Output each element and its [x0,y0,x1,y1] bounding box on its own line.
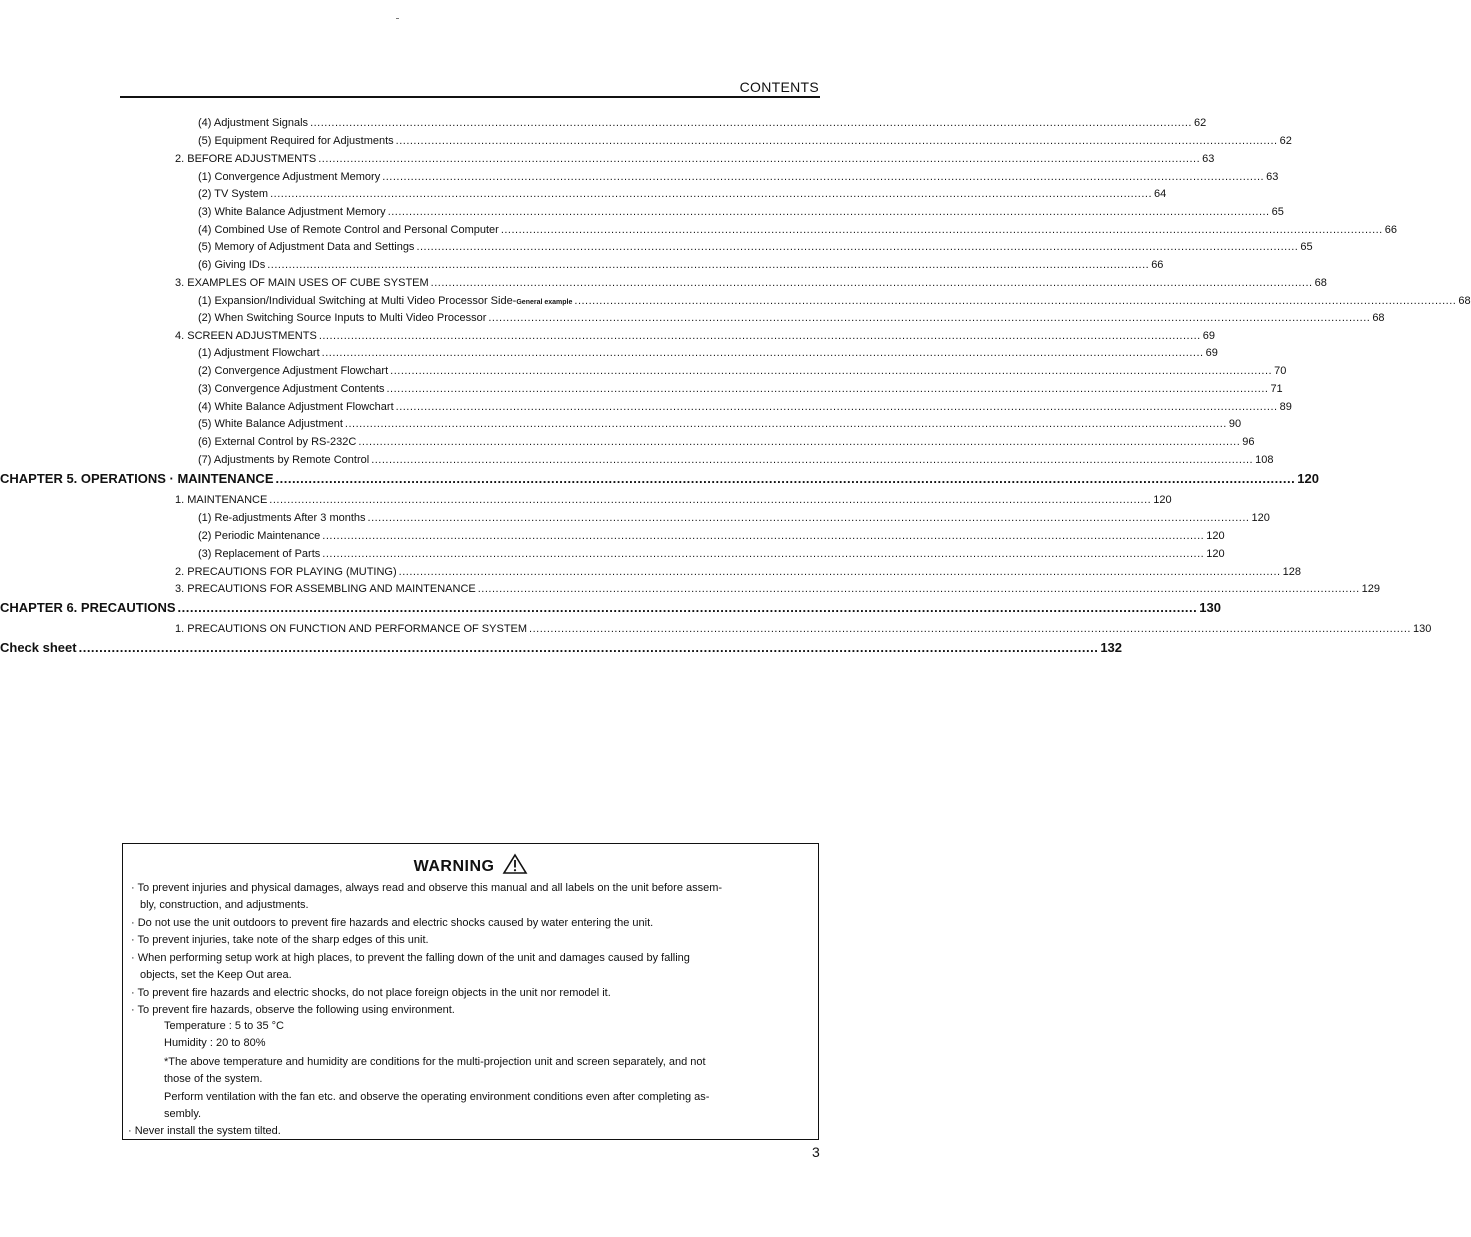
toc-title: (5) Equipment Required for Adjustments [198,135,394,147]
toc-page-number: 69 [1205,347,1218,359]
dot-leader [390,364,1272,378]
toc-title: 2. PRECAUTIONS FOR PLAYING (MUTING) [175,566,397,578]
warning-line: sembly. [164,1108,202,1120]
toc-title: (1) Convergence Adjustment Memory [198,171,381,183]
dot-leader [322,529,1204,543]
toc-title: (3) Convergence Adjustment Contents [198,383,385,395]
toc-title: (2) Periodic Maintenance [198,530,321,542]
toc-page-number: 120 [1206,548,1225,560]
dot-leader [368,511,1250,525]
dot-leader [488,311,1370,325]
toc-row [198,346,1218,360]
toc-row [198,453,1274,467]
dot-leader [574,294,1456,308]
scan-mark [396,18,399,19]
toc-row [198,223,1397,237]
dot-leader [388,205,1270,219]
dot-leader [79,640,1099,656]
dot-leader [371,453,1253,467]
toc-page-number: 68 [1458,295,1471,307]
toc-title: (2) TV System [198,188,269,200]
toc-page-number: 90 [1228,418,1242,430]
toc-chapter-row [0,471,1319,487]
toc-row [198,435,1255,449]
toc-row [198,417,1242,431]
toc-page-number: 62 [1279,135,1292,147]
toc-row [198,400,1292,414]
toc-title: (4) Combined Use of Remote Control and Personal Computer [198,224,499,236]
toc-row [198,187,1167,201]
toc-page-number: 120 [1153,494,1172,506]
toc-row [198,364,1287,378]
toc-page-number: 89 [1279,401,1292,413]
toc-title: 3. PRECAUTIONS FOR ASSEMBLING AND MAINTENANCE [175,583,476,595]
toc-row [198,529,1225,543]
warning-line: objects, set the Keep Out area. [140,969,292,981]
toc-title: (3) Replacement of Parts [198,548,321,560]
dot-leader [387,382,1269,396]
toc-row [198,240,1313,254]
dot-leader [431,276,1313,290]
dot-leader [382,170,1264,184]
warning-line: · To prevent fire hazards, observe the following using environment. [131,1004,455,1016]
dot-leader [276,471,1296,487]
toc-row [198,547,1225,561]
toc-title: 4. SCREEN ADJUSTMENTS [175,330,317,342]
toc-page-number: 65 [1300,241,1313,253]
toc-title: 3. EXAMPLES OF MAIN USES OF CUBE SYSTEM [175,277,429,289]
toc-title: CHAPTER 5. OPERATIONS · MAINTENANCE [0,471,274,486]
dot-leader [270,187,1152,201]
toc-row [198,511,1270,525]
toc-row [198,258,1164,272]
toc-page-number: 96 [1242,436,1255,448]
dot-leader [399,565,1281,579]
warning-line: · To prevent injuries, take note of the sharp edges of this unit. [131,934,429,946]
toc-page-number: 130 [1199,600,1221,615]
warning-line: · Never install the system tilted. [128,1125,281,1137]
warning-line: those of the system. [164,1073,263,1085]
toc-page-number: 132 [1100,640,1123,655]
dot-leader [478,582,1360,596]
toc-row [175,329,1215,343]
warning-line: · Do not use the unit outdoors to prevent fire hazards and electric shocks caused by water entering the unit. [131,917,654,929]
dot-leader [501,223,1383,237]
toc-chapter-row [0,640,1122,656]
toc-title: (1) Adjustment Flowchart [198,347,320,359]
toc-page-number: 65 [1271,206,1284,218]
toc-row [175,565,1301,579]
warning-line: · To prevent injuries and physical damages, always read and observe this manual and all labels on the unit before assem- [131,882,723,894]
dot-leader [345,417,1227,431]
toc-title: 1. MAINTENANCE [175,494,268,506]
toc-title: (5) Memory of Adjustment Data and Settings [198,241,415,253]
warning-heading [123,854,818,876]
toc-page-number: 120 [1251,512,1270,524]
toc-title: (2) Convergence Adjustment Flowchart [198,365,389,377]
toc-page-number: 130 [1412,623,1432,635]
toc-page-number: 66 [1384,224,1397,236]
toc-page-number: 128 [1282,566,1301,578]
toc-row [175,622,1432,636]
dot-leader [358,435,1240,449]
toc-row [198,116,1207,130]
toc-page-number: 68 [1314,277,1327,289]
toc-page-number: 64 [1154,188,1167,200]
toc-row [175,152,1215,166]
warning-line: Temperature : 5 to 35 °C [164,1020,284,1032]
toc-title: (4) Adjustment Signals [198,117,309,129]
dot-leader [178,600,1198,616]
dot-leader [322,547,1204,561]
toc-title: (3) White Balance Adjustment Memory [198,206,386,218]
toc-title-suffix: General example [516,299,573,306]
toc-row [175,582,1381,596]
dot-leader [267,258,1149,272]
toc-title: Check sheet [0,640,77,655]
dot-leader [319,329,1201,343]
warning-line: Humidity : 20 to 80% [164,1037,266,1049]
warning-line: *The above temperature and humidity are conditions for the multi-projection unit and screen separately, and not [164,1056,706,1068]
warning-line: bly, construction, and adjustments. [140,899,309,911]
warning-line: · To prevent fire hazards and electric shocks, do not place foreign objects in the unit nor remodel it. [131,987,611,999]
toc-title: 1. PRECAUTIONS ON FUNCTION AND PERFORMANCE OF SYSTEM [175,623,528,635]
toc-row [175,276,1327,290]
toc-title: CHAPTER 6. PRECAUTIONS [0,600,176,615]
toc-page-number: 120 [1297,471,1319,486]
toc-row [198,382,1283,396]
toc-page-number: 68 [1372,312,1385,324]
dot-leader [529,622,1411,636]
toc-row [198,205,1284,219]
toc-title: (1) Expansion/Individual Switching at Multi Video Processor Side- [198,295,517,307]
toc-row [198,170,1279,184]
toc-page-number: 63 [1202,153,1215,165]
toc-row [198,311,1385,325]
dot-leader [269,493,1151,507]
toc-page-number: 120 [1206,530,1225,542]
toc-title: (5) White Balance Adjustment [198,418,343,430]
warning-triangle-icon [503,854,527,874]
warning-box [122,843,819,1140]
dot-leader [416,240,1298,254]
toc-page-number: 69 [1202,330,1215,342]
dot-leader [310,116,1192,130]
toc-title: (4) White Balance Adjustment Flowchart [198,401,394,413]
toc-page-number: 62 [1194,117,1207,129]
toc-title: (7) Adjustments by Remote Control [198,454,370,466]
dot-leader [396,134,1278,148]
warning-line: Perform ventilation with the fan etc. and observe the operating environment conditions even after completing as- [164,1091,710,1103]
toc-title: (2) When Switching Source Inputs to Multi Video Processor [198,312,487,324]
page-number: 3 [812,1144,820,1160]
toc-chapter-row [0,600,1221,616]
toc-row [175,493,1172,507]
toc-page-number: 63 [1266,171,1279,183]
header-rule [120,96,820,98]
toc-page-number: 108 [1255,454,1274,466]
warning-line: · When performing setup work at high places, to prevent the falling down of the unit and damages caused by falling [131,952,690,964]
warning-title: WARNING [413,858,495,875]
toc-title: (1) Re-adjustments After 3 months [198,512,366,524]
running-header: CONTENTS [739,79,819,95]
toc-page-number: 66 [1151,259,1164,271]
toc-title: 2. BEFORE ADJUSTMENTS [175,153,317,165]
toc-row [198,294,1471,310]
toc-page-number: 70 [1274,365,1287,377]
dot-leader [318,152,1200,166]
dot-leader [322,346,1204,360]
toc-page-number: 129 [1361,583,1381,595]
dot-leader [396,400,1278,414]
toc-title: (6) Giving IDs [198,259,266,271]
toc-page-number: 71 [1270,383,1283,395]
toc-row [198,134,1292,148]
toc-title: (6) External Control by RS-232C [198,436,357,448]
